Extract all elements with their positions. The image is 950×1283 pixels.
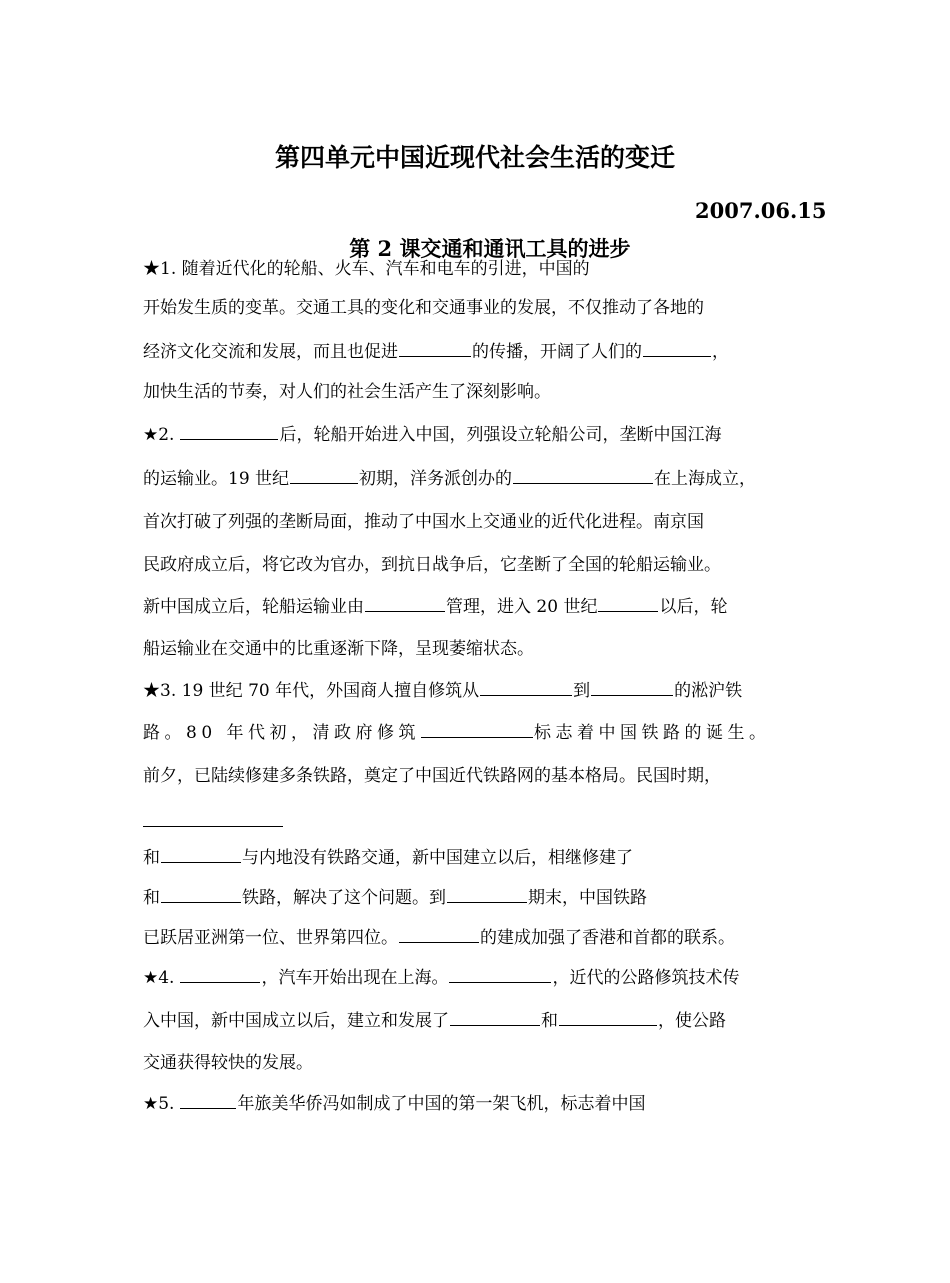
q4-line-2 [143, 1006, 823, 1036]
q1-text: 经济文化交流和发展，而且也促进 [143, 342, 398, 362]
q3-text: 的淞沪铁 [674, 681, 743, 701]
q2-line-2 [143, 464, 823, 494]
q2-line-6: 船运输业在交通中的比重逐渐下降，呈现萎缩状态。 [143, 639, 534, 659]
q4-text: 和 [541, 1011, 558, 1031]
fill-blank[interactable] [449, 964, 551, 983]
q4-line-3: 交通获得较快的发展。 [143, 1053, 313, 1073]
q1-line-1: ★1. 随着近代化的轮船、火车、汽车和电车的引进，中国的 [143, 259, 590, 279]
fill-blank[interactable] [180, 964, 260, 983]
lesson-title: 第 2 课交通和通讯工具的进步 [349, 236, 631, 261]
q3-line-5 [143, 883, 823, 913]
q5-number: ★5. [143, 1094, 175, 1114]
q4-text: 入中国，新中国成立以后，建立和发展了 [143, 1011, 449, 1031]
fill-blank[interactable] [513, 465, 653, 484]
q3-text: 路。80 年代初，清政府修筑 [143, 723, 421, 743]
fill-blank[interactable] [591, 677, 673, 696]
q5-text: 年旅美华侨冯如制成了中国的第一架飞机，标志着中国 [237, 1094, 646, 1114]
q2-line-5 [143, 592, 823, 622]
q3-text: 铁路，解决了这个问题。到 [242, 888, 446, 908]
fill-blank[interactable] [180, 421, 278, 440]
q1-text: 的传播，开阔了人们的 [472, 342, 642, 362]
document-date: 2007.06.15 [695, 198, 827, 223]
q2-line-4: 民政府成立后，将它改为官办，到抗日战争后，它垄断了全国的轮船运输业。 [143, 555, 721, 575]
q2-text: 在上海成立， [654, 469, 757, 489]
q3-text: 期末，中国铁路 [528, 888, 647, 908]
q4-text: ，汽车开始出现在上海。 [261, 968, 449, 988]
q1-line-3 [143, 337, 823, 367]
q4-text: ，近代的公路修筑技术传 [552, 968, 740, 988]
q2-text: 后，轮船开始进入中国，列强设立轮船公司，垄断中国江海 [279, 425, 722, 445]
q3-text: 和 [143, 888, 160, 908]
fill-blank[interactable] [161, 844, 241, 863]
q4-number: ★4. [143, 968, 175, 988]
q3-line-6 [143, 923, 823, 953]
fill-blank[interactable] [598, 593, 658, 612]
q2-line-3: 首次打破了列强的垄断局面，推动了中国水上交通业的近代化进程。南京国 [143, 512, 704, 532]
q3-text: 已跃居亚洲第一位、世界第四位。 [143, 928, 398, 948]
q2-number: ★2. [143, 425, 175, 445]
fill-blank[interactable] [180, 1090, 236, 1109]
q3-text: ★3. 19 世纪 70 年代，外国商人擅自修筑从 [143, 681, 480, 701]
q1-text: ， [712, 342, 729, 362]
q1-line-4: 加快生活的节奏，对人们的社会生活产生了深刻影响。 [143, 382, 551, 402]
document-title: 第四单元中国近现代社会生活的变迁 [274, 143, 675, 172]
fill-blank[interactable] [161, 884, 241, 903]
q3-line-3: 前夕，已陆续修建多条铁路，奠定了中国近代铁路网的基本格局。民国时期， [143, 766, 721, 786]
q4-line-1 [143, 963, 823, 993]
q2-text: 以后，轮 [659, 597, 728, 617]
fill-blank[interactable] [290, 465, 358, 484]
q3-line-1 [143, 676, 823, 706]
fill-blank[interactable] [450, 1007, 540, 1026]
q3-text: 到 [573, 681, 591, 701]
q2-text: 新中国成立后，轮船运输业由 [143, 597, 364, 617]
fill-blank[interactable] [365, 593, 445, 612]
fill-blank[interactable] [480, 677, 572, 696]
fill-blank[interactable] [447, 884, 527, 903]
q3-line-4 [143, 843, 823, 873]
q3-text: 和 [143, 848, 160, 868]
fill-blank[interactable] [421, 719, 533, 738]
fill-blank[interactable] [643, 338, 711, 357]
q4-text: ，使公路 [658, 1011, 726, 1031]
q2-text: 管理，进入 20 世纪 [446, 597, 598, 617]
q3-text: 标志着中国铁路的诞生。 [534, 723, 771, 743]
fill-blank-standalone[interactable] [143, 826, 283, 827]
fill-blank[interactable] [399, 338, 471, 357]
q3-text: 的建成加强了香港和首都的联系。 [480, 928, 735, 948]
q1-line-2: 开始发生质的变革。交通工具的变化和交通事业的发展，不仅推动了各地的 [143, 298, 704, 318]
q2-line-1 [143, 420, 823, 450]
q5-line-1 [143, 1089, 823, 1119]
q3-line-2 [143, 718, 823, 748]
fill-blank[interactable] [559, 1007, 657, 1026]
q2-text: 初期，洋务派创办的 [359, 469, 513, 489]
fill-blank[interactable] [399, 924, 479, 943]
q3-text: 与内地没有铁路交通，新中国建立以后，相继修建了 [242, 848, 633, 868]
q2-text: 的运输业。19 世纪 [143, 469, 290, 489]
